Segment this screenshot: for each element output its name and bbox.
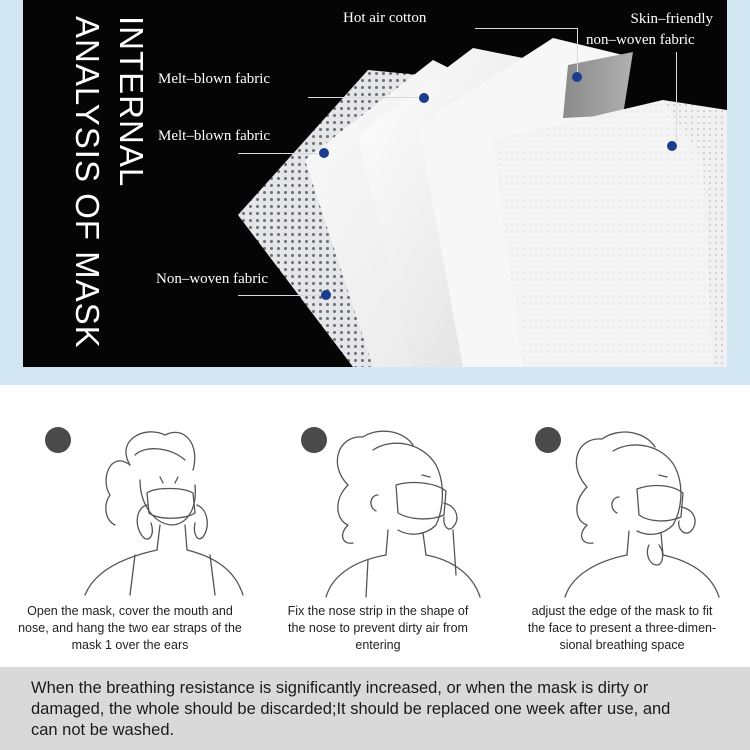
dot-melt-blown-1 xyxy=(419,93,429,103)
dot-skin-friendly xyxy=(667,141,677,151)
step-2-text xyxy=(253,603,503,654)
leader-hot-air-1 xyxy=(475,28,577,29)
leader-hot-air-2 xyxy=(577,28,578,74)
step-3 xyxy=(497,395,747,665)
dot-non-woven xyxy=(321,290,331,300)
warning-box xyxy=(0,667,750,750)
mask-layers-panel xyxy=(23,0,727,367)
step-1-illustration xyxy=(75,425,245,600)
step-2-line-3: entering xyxy=(355,638,401,652)
step-3-line-3: sional breathing space xyxy=(559,638,685,652)
skin-friendly-sheet-face xyxy=(493,100,713,367)
warning-line-3: can not be washed. xyxy=(31,721,175,739)
step-2 xyxy=(253,395,503,665)
step-1 xyxy=(5,395,255,665)
label-skin-friendly-2: non–woven fabric xyxy=(586,32,695,48)
dot-hot-air-cotton xyxy=(572,72,582,82)
step-1-dot xyxy=(45,427,71,453)
warning-line-2: damaged, the whole should be discarded;It should be replaced one week after use, and xyxy=(31,700,671,718)
step-2-illustration xyxy=(318,425,488,600)
step-3-illustration xyxy=(557,425,727,600)
step-3-text xyxy=(497,603,747,654)
label-hot-air-cotton: Hot air cotton xyxy=(343,10,427,26)
step-1-line-2: nose, and hang the two ear straps of the xyxy=(18,621,242,635)
step-2-line-2: the nose to prevent dirty air from xyxy=(288,621,468,635)
warning-line-1: When the breathing resistance is significantly increased, or when the mask is dirty or xyxy=(31,679,649,697)
step-1-line-3: mask 1 over the ears xyxy=(71,638,189,652)
dot-melt-blown-2 xyxy=(319,148,329,158)
usage-steps xyxy=(0,395,750,665)
step-3-line-1: adjust the edge of the mask to fit xyxy=(531,604,713,618)
title-line-2: ANALYSIS OF MASK xyxy=(69,16,106,349)
leader-non-woven xyxy=(238,295,324,296)
leader-melt-blown-1 xyxy=(308,97,418,98)
label-skin-friendly-1: Skin–friendly xyxy=(630,11,713,27)
label-melt-blown-2: Melt–blown fabric xyxy=(158,128,271,144)
label-melt-blown-1: Melt–blown fabric xyxy=(158,71,271,87)
leader-melt-blown-2 xyxy=(238,153,318,154)
step-3-line-2: the face to present a three-dimen- xyxy=(527,621,717,635)
step-2-line-1: Fix the nose strip in the shape of xyxy=(287,604,469,618)
title-line-1: INTERNAL xyxy=(113,16,150,188)
leader-skin-friendly xyxy=(676,52,677,142)
step-1-text xyxy=(5,603,255,654)
vertical-title xyxy=(58,16,158,356)
label-non-woven: Non–woven fabric xyxy=(156,271,269,287)
step-1-line-1: Open the mask, cover the mouth and xyxy=(27,604,233,618)
